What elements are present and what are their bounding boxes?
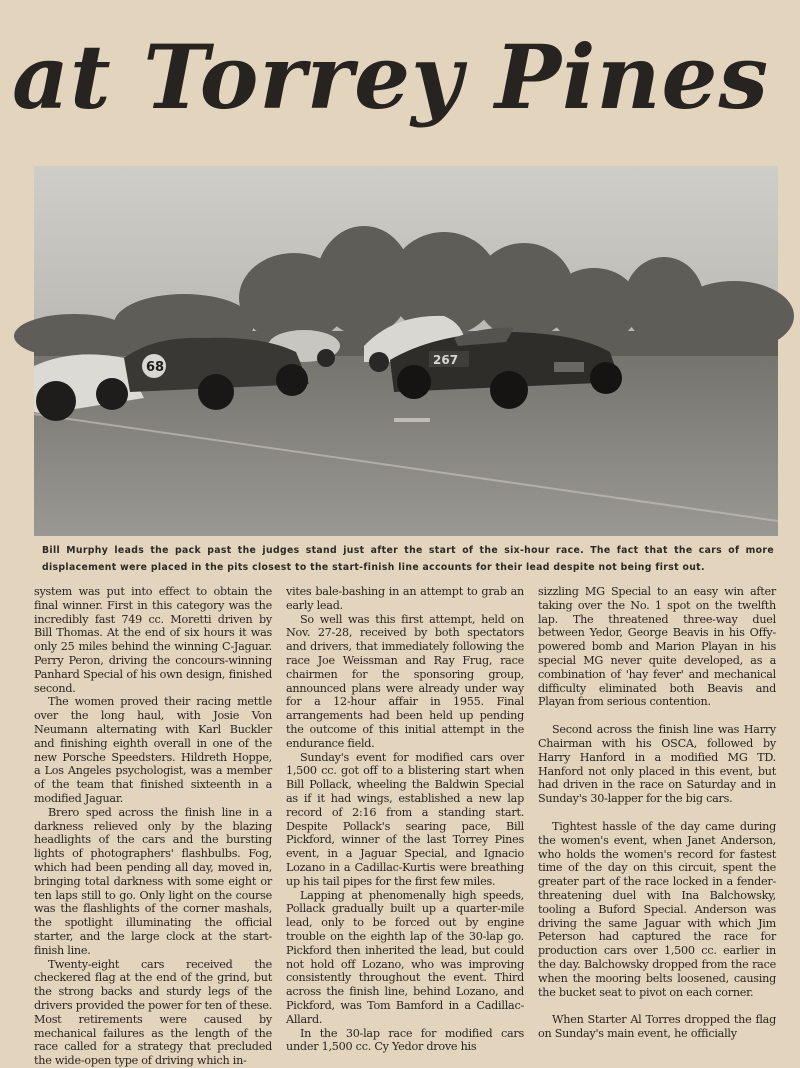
paragraph: Lapping at phenomenally high speeds, Pollack gradually built up a quarter-mile lead, only to be forced out by engine trouble on the eighth lap of the 30-lap go. Pickford then inherited the lead, but could not hold off Lozano, who was improving consistently throughout the event. Third across the finish line, behind Lozano, and Pickford, was Tom Bamford in a Cadillac-Allard. <box>286 888 524 1026</box>
paragraph: So well was this first attempt, held on Nov. 27-28, received by both spectators and drivers, that immediately following the race Joe Weissman and Ray Frug, race chairmen for the sponsoring group, announced plans were already under way for a 12-hour affair in 1955. Final arrangements had been held up pending the outcome of this initial attempt in the endurance field. <box>286 612 524 750</box>
car-number-267: 267 <box>433 353 459 367</box>
article-column-1 <box>34 585 272 1068</box>
paragraph: Sunday's event for modified cars over 1,500 cc. got off to a blistering start when Bill Pollack, wheeling the Baldwin Special as if it had wings, established a new lap record of 2:16 from a standing start. Despite Pollack's searing pace, Bill Pickford, winner of the last Torrey Pines event, in a Jaguar Special, and Ignacio Lozano in a Cadillac-Kurtis were breathing up his tail pipes for the first few miles. <box>286 750 524 888</box>
race-photo-illustration <box>34 166 778 536</box>
track-marking <box>394 418 430 422</box>
paragraph: sizzling MG Special to an easy win after taking over the No. 1 spot on the twelfth lap. The threatened three-way duel between Yedor, George Beavis in his Offy-powered bomb and Marion Playan in his special MG never quite developed, as a combination of 'hay fever' and mechanical difficulty eliminated both Beavis and Playan from serious contention. <box>538 585 776 709</box>
paragraph: Brero sped across the finish line in a darkness relieved only by the blazing headlights of the cars and the bursting lights of photographers' flashbulbs. Fog, which had been pending all day, moved in, bringing total darkness with some eight or ten laps still to go. Only light on the course was the flashlights of the corner mashals, the spotlight illuminating the official starter, and the large clock at the start-finish line. <box>34 805 272 957</box>
race-photo <box>34 166 778 536</box>
paragraph: The women proved their racing mettle over the long haul, with Josie Von Neumann alternating with Karl Buckler and finishing eighth overall in one of the new Porsche Speedsters. Hildreth Hoppe, a Los Angeles psychologist, was a member of the team that finished sixteenth in a modified Jaguar. <box>34 695 272 805</box>
paragraph: Twenty-eight cars received the checkered flag at the end of the grind, but the strong backs and sturdy legs of the drivers provided the power for ten of these. Most retirements were caused by mechanical failures as the length of the race called for a strategy that precluded the wide-open type of driving which in- <box>34 957 272 1068</box>
headline: at Torrey Pines <box>12 25 769 129</box>
paragraph: Second across the finish line was Harry Chairman with his OSCA, followed by Harry Hanford in a modified MG TD. Hanford not only placed in this event, but had driven in the race on Saturday and in Sunday's 30-lapper for the big cars. <box>538 723 776 806</box>
paragraph: Tightest hassle of the day came during the women's event, when Janet Anderson, who holds the women's record for fastest time of the day on this circuit, spent the greater part of the race locked in a fender-threatening duel with Ina Balchowsky, tooling a Buford Special. Anderson was driving the same Jaguar with which Jim Peterson had captured the race for production cars over 1,500 cc. earlier in the day. Balchowsky dropped from the race when the mooring belts loosened, causing the bucket seat to pivot on each corner. <box>538 819 776 999</box>
paragraph: vites bale-bashing in an attempt to grab an early lead. <box>286 585 524 612</box>
paragraph: When Starter Al Torres dropped the flag on Sunday's main event, he officially <box>538 1013 776 1041</box>
article-column-2 <box>286 585 524 1056</box>
car-number-68: 68 <box>146 360 165 375</box>
paragraph: system was put into effect to obtain the final winner. First in this category was the incredibly fast 749 cc. Moretti driven by Bill Thomas. At the end of six hours it was only 25 miles behind the winning C-Jaguar. Perry Peron, driving the concours-winning Panhard Special of his own design, finished second. <box>34 585 272 695</box>
article-column-3 <box>538 585 776 1056</box>
paragraph: In the 30-lap race for modified cars under 1,500 cc. Cy Yedor drove his <box>286 1026 524 1054</box>
photo-caption: Bill Murphy leads the pack past the judges stand just after the start of the six-hour race. The fact that the cars of more displacement were placed in the pits closest to the start-finish line accounts for their lead despite not being first out. <box>42 545 774 573</box>
